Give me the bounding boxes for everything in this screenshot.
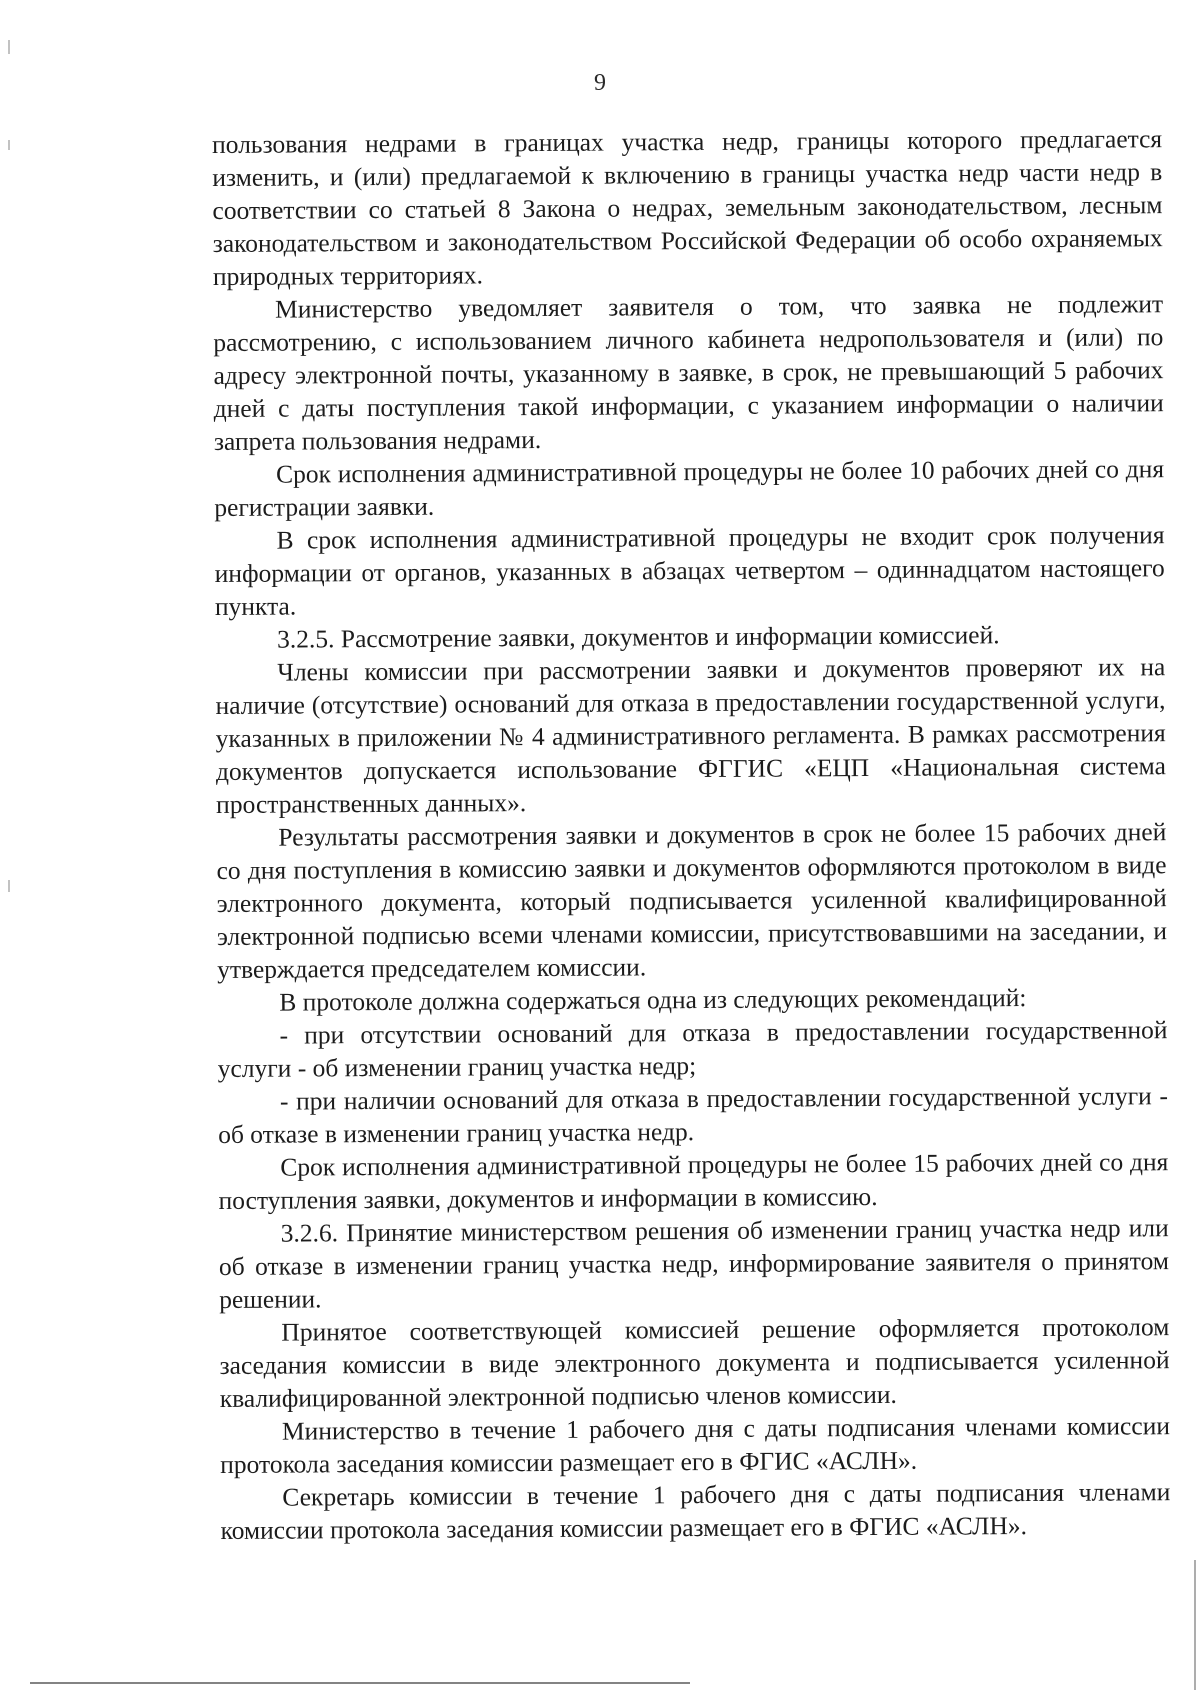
page-number: 9 [594,70,606,96]
paragraph: Члены комиссии при рассмотрении заявки и документов проверяют их на наличие (отсутствие) оснований для отказа в предоставлении государственной услуги, указанных в приложении № 4 административного регламента. В рамках рассмотрения документов допускается использование ФГГИС «ЕЦП «Национальная система пространственных данных». [215,652,1167,819]
paragraph: Секретарь комиссии в течение 1 рабочего дня с даты подписания членами комиссии протокола заседания комиссии размещает его в ФГИС «АСЛН». [220,1477,1171,1545]
paragraph: Результаты рассмотрения заявки и документов в срок не более 15 рабочих дней со дня поступления в комиссию заявки и документов оформляются протоколом в виде электронного документа, который подписывается усиленной квалифицированной электронной подписью всеми членами комиссии, присутствовавшими на заседании, и утверждается председателем комиссии. [216,817,1168,984]
section-heading-3-2-5: 3.2.5. Рассмотрение заявки, документов и информации комиссией. [277,620,1000,654]
scan-edge-bottom [30,1682,690,1684]
list-item: - при наличии оснований для отказа в предоставлении государственной услуги - об отказе в изменении границ участка недр. [218,1081,1169,1149]
scan-artifact-mark [8,40,10,54]
paragraph-continuation: пользования недрами в границах участка недр, границы которого предлагается изменить, и (или) предлагаемой к включению в границы участка недр части недр в соответствии со статьей 8 Закона о недрах, земельным законодательством, лесным законодательством и законодательством Российской Федерации об особо охраняемых природных территориях. [212,124,1163,291]
scan-edge-right [1194,1560,1196,1690]
paragraph: Срок исполнения административной процедуры не более 15 рабочих дней со дня поступления заявки, документов и информации в комиссию. [218,1147,1169,1215]
paragraph: Принятое соответствующей комиссией решение оформляется протоколом заседания комиссии в виде электронного документа и подписывается усиленной квалифицированной электронной подписью членов комиссии. [219,1312,1170,1413]
paragraph: В срок исполнения административной процедуры не входит срок получения информации от органов, указанных в абзацах четвертом – одиннадцатом настоящего пункта. [214,520,1165,621]
paragraph: Срок исполнения административной процедуры не более 10 рабочих дней со дня регистрации заявки. [214,454,1165,522]
paragraph: Министерство уведомляет заявителя о том, что заявка не подлежит рассмотрению, с использованием личного кабинета недропользователя и (или) по адресу электронной почты, указанному в заявке, в срок, не превышающий 5 рабочих дней с даты поступления такой информации, с указанием информации о наличии запрета пользования недрами. [213,289,1164,456]
paragraph: В протоколе должна содержаться одна из следующих рекомендаций: [279,983,1027,1017]
section-heading-3-2-6: 3.2.6. Принятие министерством решения об изменении границ участка недр или об отказе в изменении границ участка недр, информирование заявителя о принятом решении. [218,1213,1170,1314]
list-item: - при отсутствии оснований для отказа в предоставлении государственной услуги - об изменении границ участка недр; [217,1015,1168,1083]
paragraph: Министерство в течение 1 рабочего дня с даты подписания членами комиссии протокола заседания комиссии размещает его в ФГИС «АСЛН». [220,1411,1171,1479]
scan-artifact-mark [8,880,10,892]
document-body [212,122,1171,1547]
scan-artifact-mark [8,140,10,150]
